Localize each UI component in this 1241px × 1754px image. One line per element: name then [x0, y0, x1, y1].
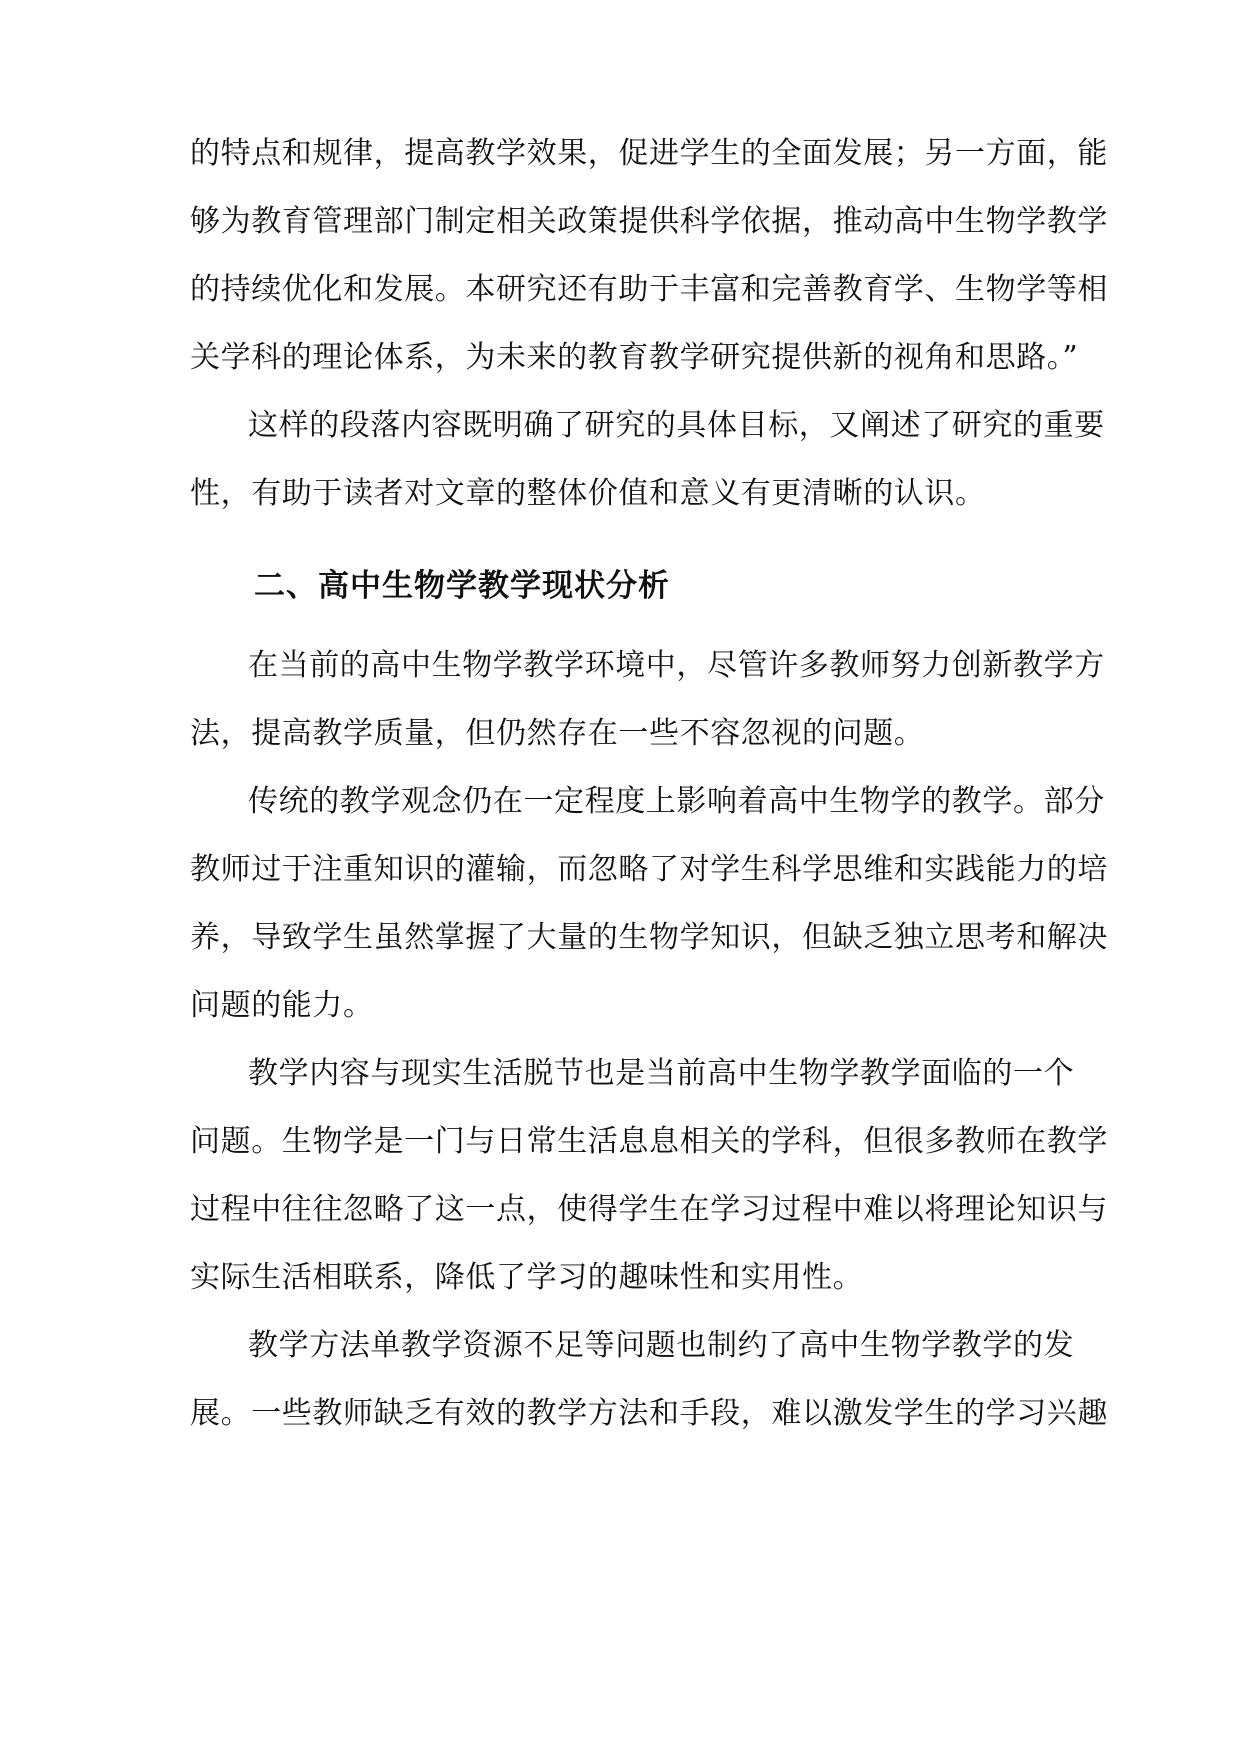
text-line: 性，有助于读者对文章的整体价值和意义有更清晰的认识。 [190, 476, 986, 511]
text-line: 教学内容与现实生活脱节也是当前高中生物学教学面临的一个 [248, 1056, 1075, 1091]
text-line: 这样的段落内容既明确了研究的具体目标，又阐述了研究的重要 [248, 408, 1105, 443]
text-line: 法，提高教学质量，但仍然存在一些不容忽视的问题。 [190, 716, 925, 751]
text-line: 问题。生物学是一门与日常生活息息相关的学科，但很多教师在教学 [190, 1124, 1108, 1159]
text-line: 在当前的高中生物学教学环境中，尽管许多教师努力创新教学方 [248, 648, 1105, 683]
text-line: 展。一些教师缺乏有效的教学方法和手段，难以激发学生的学习兴趣 [190, 1396, 1108, 1431]
section-heading: 二、高中生物学教学现状分析 [254, 568, 670, 604]
text-line: 教学方法单教学资源不足等问题也制约了高中生物学教学的发 [248, 1328, 1075, 1363]
text-line: 过程中往往忽略了这一点，使得学生在学习过程中难以将理论知识与 [190, 1192, 1108, 1227]
text-line: 实际生活相联系，降低了学习的趣味性和实用性。 [190, 1260, 864, 1295]
text-line: 够为教育管理部门制定相关政策提供科学依据，推动高中生物学教学 [190, 204, 1108, 239]
text-line: 教师过于注重知识的灌输，而忽略了对学生科学思维和实践能力的培 [190, 852, 1108, 887]
text-line: 养，导致学生虽然掌握了大量的生物学知识，但缺乏独立思考和解决 [190, 920, 1108, 955]
text-line: 关学科的理论体系，为未来的教育教学研究提供新的视角和思路。” [190, 340, 1079, 375]
text-line: 的持续优化和发展。本研究还有助于丰富和完善教育学、生物学等相 [190, 272, 1108, 307]
text-line: 的特点和规律，提高教学效果，促进学生的全面发展；另一方面，能 [190, 136, 1108, 171]
text-line: 问题的能力。 [190, 988, 374, 1023]
text-line: 传统的教学观念仍在一定程度上影响着高中生物学的教学。部分 [248, 784, 1105, 819]
